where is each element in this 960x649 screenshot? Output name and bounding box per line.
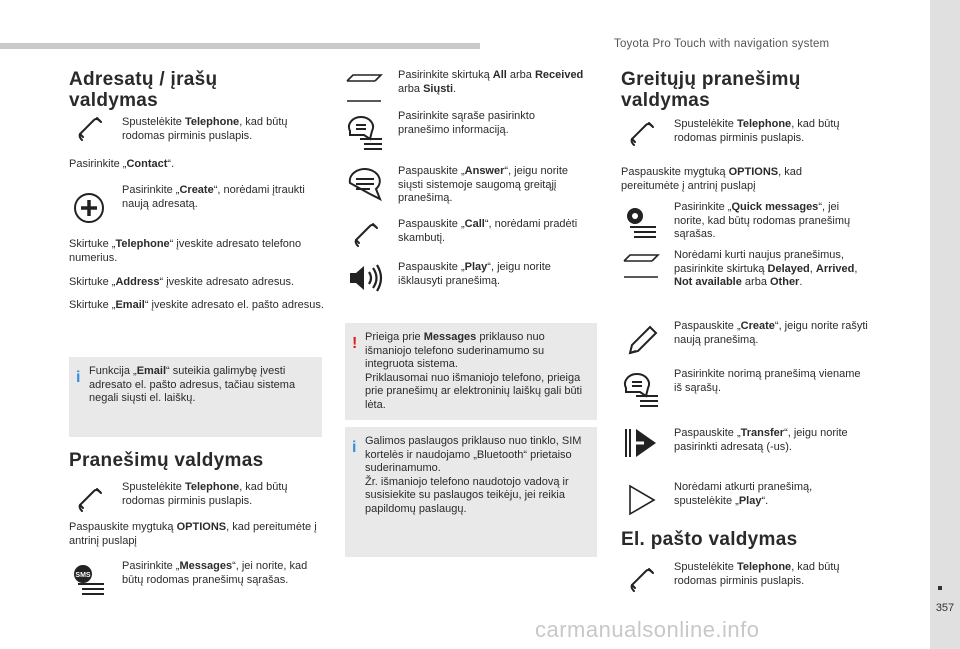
quick-step-play: Norėdami atkurti pranešimą, spustelėkite „Play“.: [674, 481, 813, 507]
warning-note-text: Prieiga prie Messages priklauso nuo išmaniojo telefono suderinamumo su integruota sistema. Priklausomai nuo išmaniojo telefono, prieiga prie pranešimų ar elektroninių laiškų gali būti lėta.: [365, 331, 583, 411]
info-note-services-text: Galimos paslaugos priklauso nuo tinklo, SIM kortelės ir naudojamo „Bluetooth“ prietaiso suderinamumo. Žr. išmaniojo telefono naudotojo vadovą ir susisiekite su paslaugos teikėju, jei reikia papildomų paslaugų.: [365, 435, 582, 515]
phone-icon: [70, 483, 108, 519]
quick-options: Paspauskite mygtuką OPTIONS, kad pereitumėte į antrinį puslapį: [621, 166, 802, 192]
contacts-email-tab: Skirtuke „Email“ įveskite adresato el. pašto adresus.: [69, 299, 324, 311]
info-icon: i: [76, 369, 81, 386]
contacts-address-tab: Skirtuke „Address“ įveskite adresato adresus.: [69, 276, 295, 288]
messages-options: Paspauskite mygtuką OPTIONS, kad pereitumėte į antrinį puslapį: [69, 521, 317, 547]
watermark: carmanualsonline.info: [535, 617, 760, 642]
quick-step-select: Pasirinkite „Quick messages“, jei norite, kad būtų rodomas pranešimų sąrašas.: [674, 201, 851, 240]
messages-step-select-messages: Pasirinkite „Messages“, jei norite, kad būtų rodomas pranešimų sąrašas.: [122, 560, 308, 586]
email-step-telephone: Spustelėkite Telephone, kad būtų rodomas pirminis puslapis.: [674, 561, 840, 587]
page-edge-strip: [930, 0, 960, 649]
phone-icon: [622, 563, 660, 599]
section-title-quick-messages: Greitųjų pranešimų valdymas: [621, 69, 801, 111]
page-number: 357: [935, 602, 955, 614]
transfer-icon: [622, 425, 660, 461]
contacts-select-contact: Pasirinkite „Contact“.: [69, 158, 175, 170]
messages-step-answer: Paspauskite „Answer“, jeigu norite siųsti sistemoje saugomą greitąjį pranešimą.: [398, 165, 568, 204]
info-note-email-text: Funkcija „Email“ suteikia galimybę įvesti adresato el. pašto adresus, tačiau sistema negali siųsti el. laiškų.: [89, 365, 296, 404]
sms-badge-text: SMS: [75, 572, 91, 579]
tab-icon: [622, 253, 660, 289]
call-icon: [346, 218, 384, 254]
speaker-play-icon: [346, 260, 384, 296]
quick-messages-icon: [622, 205, 660, 241]
info-note-email: [69, 357, 322, 437]
contacts-step-create: Pasirinkite „Create“, norėdami įtraukti naują adresatą.: [122, 184, 305, 210]
warning-note-messages: [345, 323, 597, 420]
messages-step-details: Pasirinkite sąraše pasirinkto pranešimo informaciją.: [398, 110, 535, 136]
warning-icon: !: [352, 335, 358, 352]
section-title-email: El. pašto valdymas: [621, 529, 798, 550]
message-list-icon: [622, 372, 660, 408]
header-bar: [0, 43, 480, 49]
section-title-contacts: Adresatų / įrašų valdymas: [69, 69, 218, 111]
messages-step-play: Paspauskite „Play“, jeigu norite išklausyti pranešimą.: [398, 261, 551, 287]
info-note-services: [345, 427, 597, 557]
quick-step-tabs: Norėdami kurti naujus pranešimus, pasirinkite skirtuką Delayed, Arrived, Not available arba Other.: [674, 249, 858, 288]
phone-icon: [70, 112, 108, 148]
contacts-step-telephone: Spustelėkite Telephone, kad būtų rodomas pirminis puslapis.: [122, 116, 288, 142]
answer-message-icon: [346, 167, 384, 203]
contacts-telephone-tab: Skirtuke „Telephone“ įveskite adresato telefono numerius.: [69, 238, 302, 264]
quick-step-transfer: Paspauskite „Transfer“, jeigu norite pasirinkti adresatą (-us).: [674, 427, 848, 453]
header-title: Toyota Pro Touch with navigation system: [614, 38, 830, 50]
pencil-icon: [622, 323, 660, 359]
phone-icon: [622, 117, 660, 153]
play-icon: [622, 482, 660, 518]
page-marker: [938, 586, 942, 590]
section-title-messages: Pranešimų valdymas: [69, 450, 264, 471]
quick-step-telephone: Spustelėkite Telephone, kad būtų rodomas pirminis puslapis.: [674, 118, 840, 144]
quick-step-create: Paspauskite „Create“, jeigu norite rašyti naują pranešimą.: [674, 320, 868, 346]
messages-step-telephone: Spustelėkite Telephone, kad būtų rodomas pirminis puslapis.: [122, 481, 288, 507]
tab-icon: [345, 73, 383, 109]
info-icon: i: [352, 439, 357, 456]
quick-step-select-message: Pasirinkite norimą pranešimą viename iš sąrašų.: [674, 368, 861, 394]
plus-circle-icon: [70, 190, 108, 226]
messages-step-call: Paspauskite „Call“, norėdami pradėti skambutį.: [398, 218, 578, 244]
message-list-icon: [346, 115, 384, 151]
sms-messages-icon: [70, 562, 108, 598]
messages-step-tabs: Pasirinkite skirtuką All arba Received arba Siųsti.: [398, 69, 584, 95]
